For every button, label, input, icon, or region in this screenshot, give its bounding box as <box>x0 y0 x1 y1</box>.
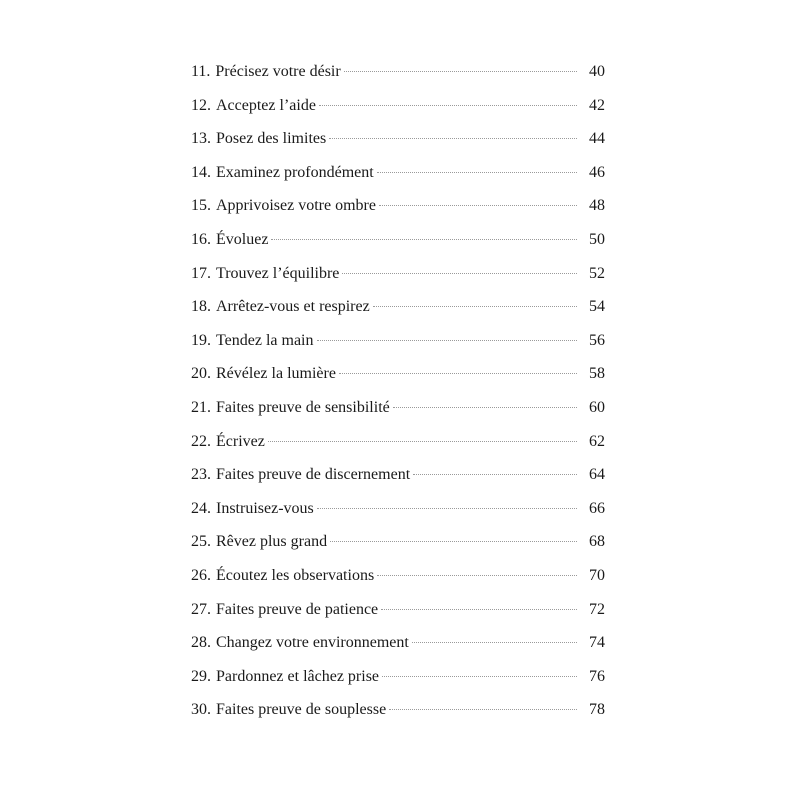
toc-entry-number: 15. <box>191 197 211 215</box>
toc-entry[interactable] <box>191 632 605 666</box>
dot-leader <box>389 709 577 710</box>
dot-leader <box>379 205 577 206</box>
toc-entry-number: 23. <box>191 466 211 484</box>
toc-entry[interactable] <box>191 498 605 532</box>
toc-entry[interactable] <box>191 296 605 330</box>
toc-entry-number: 22. <box>191 432 211 450</box>
toc-entry-title: Changez votre environnement <box>216 634 409 652</box>
toc-entry-page: 62 <box>589 432 605 450</box>
dot-leader <box>382 676 577 677</box>
toc-entry-title: Arrêtez-vous et respirez <box>216 298 370 316</box>
toc-entry-number: 13. <box>191 130 211 148</box>
toc-entry[interactable] <box>191 666 605 700</box>
dot-leader <box>344 71 577 72</box>
dot-leader <box>381 609 577 610</box>
toc-entry-title: Tendez la main <box>216 331 314 349</box>
toc-entry-number: 14. <box>191 163 211 181</box>
toc-entry-page: 44 <box>589 130 605 148</box>
toc-entry-title: Pardonnez et lâchez prise <box>216 667 380 685</box>
dot-leader <box>271 239 577 240</box>
toc-entry[interactable] <box>191 431 605 465</box>
toc-entry-page: 58 <box>589 365 605 383</box>
toc-entry-number: 30. <box>191 701 211 719</box>
toc-entry-number: 29. <box>191 667 211 685</box>
toc-entry-number: 28. <box>191 634 211 652</box>
dot-leader <box>339 373 577 374</box>
toc-entry[interactable] <box>191 699 605 733</box>
toc-entry-title: Examinez profondément <box>216 163 374 181</box>
toc-entry[interactable] <box>191 61 605 95</box>
toc-entry-page: 68 <box>589 533 605 551</box>
toc-entry-page: 40 <box>589 63 605 80</box>
toc-entry-page: 78 <box>589 701 605 719</box>
dot-leader <box>319 105 577 106</box>
dot-leader <box>317 340 578 341</box>
toc-entry-number: 11. <box>191 63 211 80</box>
toc-entry-number: 25. <box>191 533 211 551</box>
toc-entry-title: Précisez votre désir <box>215 63 341 80</box>
dot-leader <box>377 172 577 173</box>
dot-leader <box>377 575 577 576</box>
toc-entry[interactable] <box>191 464 605 498</box>
toc-entry[interactable] <box>191 95 605 129</box>
toc-entry[interactable] <box>191 263 605 297</box>
toc-entry-page: 74 <box>589 634 605 652</box>
toc-entry-page: 46 <box>589 163 605 181</box>
toc-entry-title: Faites preuve de discernement <box>216 466 411 484</box>
toc-entry-number: 24. <box>191 499 211 517</box>
toc-entry-title: Instruisez-vous <box>216 499 314 517</box>
toc-entry-title: Évoluez <box>216 230 269 248</box>
toc-entry-page: 66 <box>589 499 605 517</box>
toc-entry-page: 48 <box>589 197 605 215</box>
toc-entry[interactable] <box>191 162 605 196</box>
dot-leader <box>393 407 577 408</box>
dot-leader <box>342 273 577 274</box>
toc-entry-title: Faites preuve de souplesse <box>216 701 387 719</box>
toc-entry-title: Acceptez l’aide <box>216 96 316 114</box>
dot-leader <box>317 508 577 509</box>
toc-entry-title: Posez des limites <box>216 130 327 148</box>
toc-entry-title: Faites preuve de sensibilité <box>216 398 390 416</box>
toc-entry-number: 17. <box>191 264 211 282</box>
toc-entry-title: Trouvez l’équilibre <box>216 264 340 282</box>
toc-entry-number: 18. <box>191 298 211 316</box>
toc-entry-page: 50 <box>589 230 605 248</box>
toc-entry-number: 21. <box>191 398 211 416</box>
dot-leader <box>373 306 577 307</box>
toc-entry[interactable] <box>191 195 605 229</box>
toc-entry-title: Rêvez plus grand <box>216 533 328 551</box>
toc-entry[interactable] <box>191 330 605 364</box>
toc-entry-number: 20. <box>191 365 211 383</box>
toc-entry-title: Écrivez <box>216 432 265 450</box>
toc-entry-page: 72 <box>589 600 605 618</box>
toc-entry[interactable] <box>191 128 605 162</box>
toc-entry-title: Écoutez les observations <box>216 566 375 584</box>
toc-entry[interactable] <box>191 363 605 397</box>
dot-leader <box>412 642 577 643</box>
toc-entry[interactable] <box>191 599 605 633</box>
toc-entry-page: 70 <box>589 566 605 584</box>
toc-entry-number: 27. <box>191 600 211 618</box>
toc-entry[interactable] <box>191 565 605 599</box>
toc-entry-page: 60 <box>589 398 605 416</box>
toc-entry-number: 12. <box>191 96 211 114</box>
toc-entry-title: Faites preuve de patience <box>216 600 379 618</box>
toc-entry[interactable] <box>191 397 605 431</box>
toc-entry-page: 56 <box>589 331 605 349</box>
toc-entry-number: 16. <box>191 230 211 248</box>
toc-entry-page: 54 <box>589 298 605 316</box>
dot-leader <box>329 138 577 139</box>
toc-entry-title: Révélez la lumière <box>216 365 336 383</box>
toc-entry-page: 42 <box>589 96 605 114</box>
dot-leader <box>268 441 577 442</box>
toc-entry-number: 19. <box>191 331 211 349</box>
toc-entry-page: 52 <box>589 264 605 282</box>
toc-entry-number: 26. <box>191 566 211 584</box>
toc-entry[interactable] <box>191 229 605 263</box>
toc-entry-title: Apprivoisez votre ombre <box>216 197 376 215</box>
toc-entry-page: 64 <box>589 466 605 484</box>
toc-entry-page: 76 <box>589 667 605 685</box>
dot-leader <box>330 541 577 542</box>
toc-entry[interactable] <box>191 531 605 565</box>
dot-leader <box>413 474 577 475</box>
table-of-contents <box>191 61 605 733</box>
